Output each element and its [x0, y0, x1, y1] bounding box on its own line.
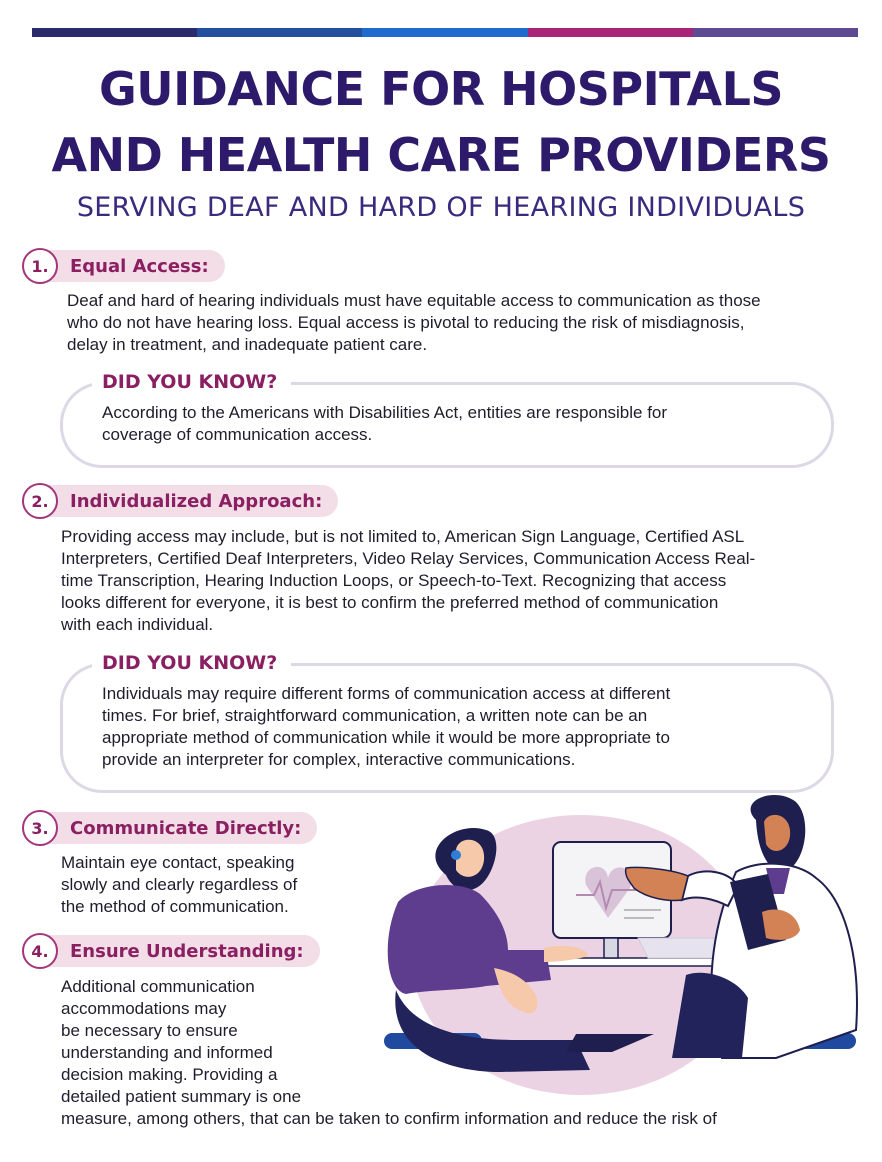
- text-line: delay in treatment, and inadequate patient care.: [67, 335, 428, 354]
- bar-segment: [693, 28, 858, 37]
- bar-segment: [362, 28, 527, 37]
- text-line: coverage of communication access.: [102, 425, 373, 444]
- text-line: times. For brief, straightforward communication, a written note can be an: [102, 706, 648, 725]
- text-line: understanding and informed: [61, 1043, 273, 1062]
- did-you-know-title: DID YOU KNOW?: [92, 652, 291, 674]
- section-2-body: [61, 526, 858, 636]
- text-line: Additional communication: [61, 977, 255, 996]
- text-line: According to the Americans with Disabilities Act, entities are responsible for: [102, 403, 668, 422]
- text-line: the method of communication.: [61, 897, 289, 916]
- section-1-body: [67, 290, 859, 356]
- section-number-badge: 1.: [22, 248, 58, 284]
- bar-segment: [528, 28, 693, 37]
- text-line: with each individual.: [61, 615, 214, 634]
- text-line: Interpreters, Certified Deaf Interpreters, Video Relay Services, Communication Access Real-: [61, 549, 756, 568]
- text-line: detailed patient summary is one: [61, 1087, 302, 1106]
- page-title-line-1: GUIDANCE FOR HOSPITALS: [98, 62, 784, 116]
- text-line: who do not have hearing loss. Equal access is pivotal to reducing the risk of misdiagnosis,: [67, 313, 745, 332]
- text-line: Individuals may require different forms of communication access at different: [102, 684, 671, 703]
- monitor-stand: [604, 938, 618, 958]
- bar-segment: [32, 28, 197, 37]
- section-number-badge: 3.: [22, 810, 58, 846]
- text-line: measure, among others, that can be taken to confirm information and reduce the risk of: [61, 1109, 717, 1128]
- text-line: Maintain eye contact, speaking: [61, 853, 295, 872]
- did-you-know-text-1: [102, 402, 790, 446]
- text-line: accommodations may: [61, 999, 227, 1018]
- section-heading: Communicate Directly:: [34, 812, 317, 844]
- page-subtitle: SERVING DEAF AND HARD OF HEARING INDIVIDUALS: [76, 192, 806, 223]
- text-line: be necessary to ensure: [61, 1021, 238, 1040]
- page-title-line-2: AND HEALTH CARE PROVIDERS: [51, 128, 831, 182]
- text-line: slowly and clearly regardless of: [61, 875, 298, 894]
- did-you-know-title: DID YOU KNOW?: [92, 371, 291, 393]
- text-line: provide an interpreter for complex, interactive communications.: [102, 750, 576, 769]
- text-line: looks different for everyone, it is best to confirm the preferred method of communication: [61, 593, 719, 612]
- section-heading: Individualized Approach:: [34, 485, 338, 517]
- text-line: Providing access may include, but is not limited to, American Sign Language, Certified ASL: [61, 527, 745, 546]
- doctor-patient-consultation-icon: [376, 790, 876, 1100]
- did-you-know-text-2: [102, 683, 790, 771]
- text-line: appropriate method of communication while it would be more appropriate to: [102, 728, 670, 747]
- section-heading: Ensure Understanding:: [34, 935, 320, 967]
- section-3-body: [61, 852, 361, 918]
- text-line: time Transcription, Hearing Induction Loops, or Speech-to-Text. Recognizing that access: [61, 571, 727, 590]
- text-line: decision making. Providing a: [61, 1065, 278, 1084]
- text-line: Deaf and hard of hearing individuals must have equitable access to communication as those: [67, 291, 761, 310]
- bar-segment: [197, 28, 362, 37]
- section-number-badge: 2.: [22, 483, 58, 519]
- top-color-bar: [32, 28, 858, 37]
- section-number-badge: 4.: [22, 933, 58, 969]
- section-heading: Equal Access:: [34, 250, 225, 282]
- hearing-aid-icon: [451, 850, 461, 860]
